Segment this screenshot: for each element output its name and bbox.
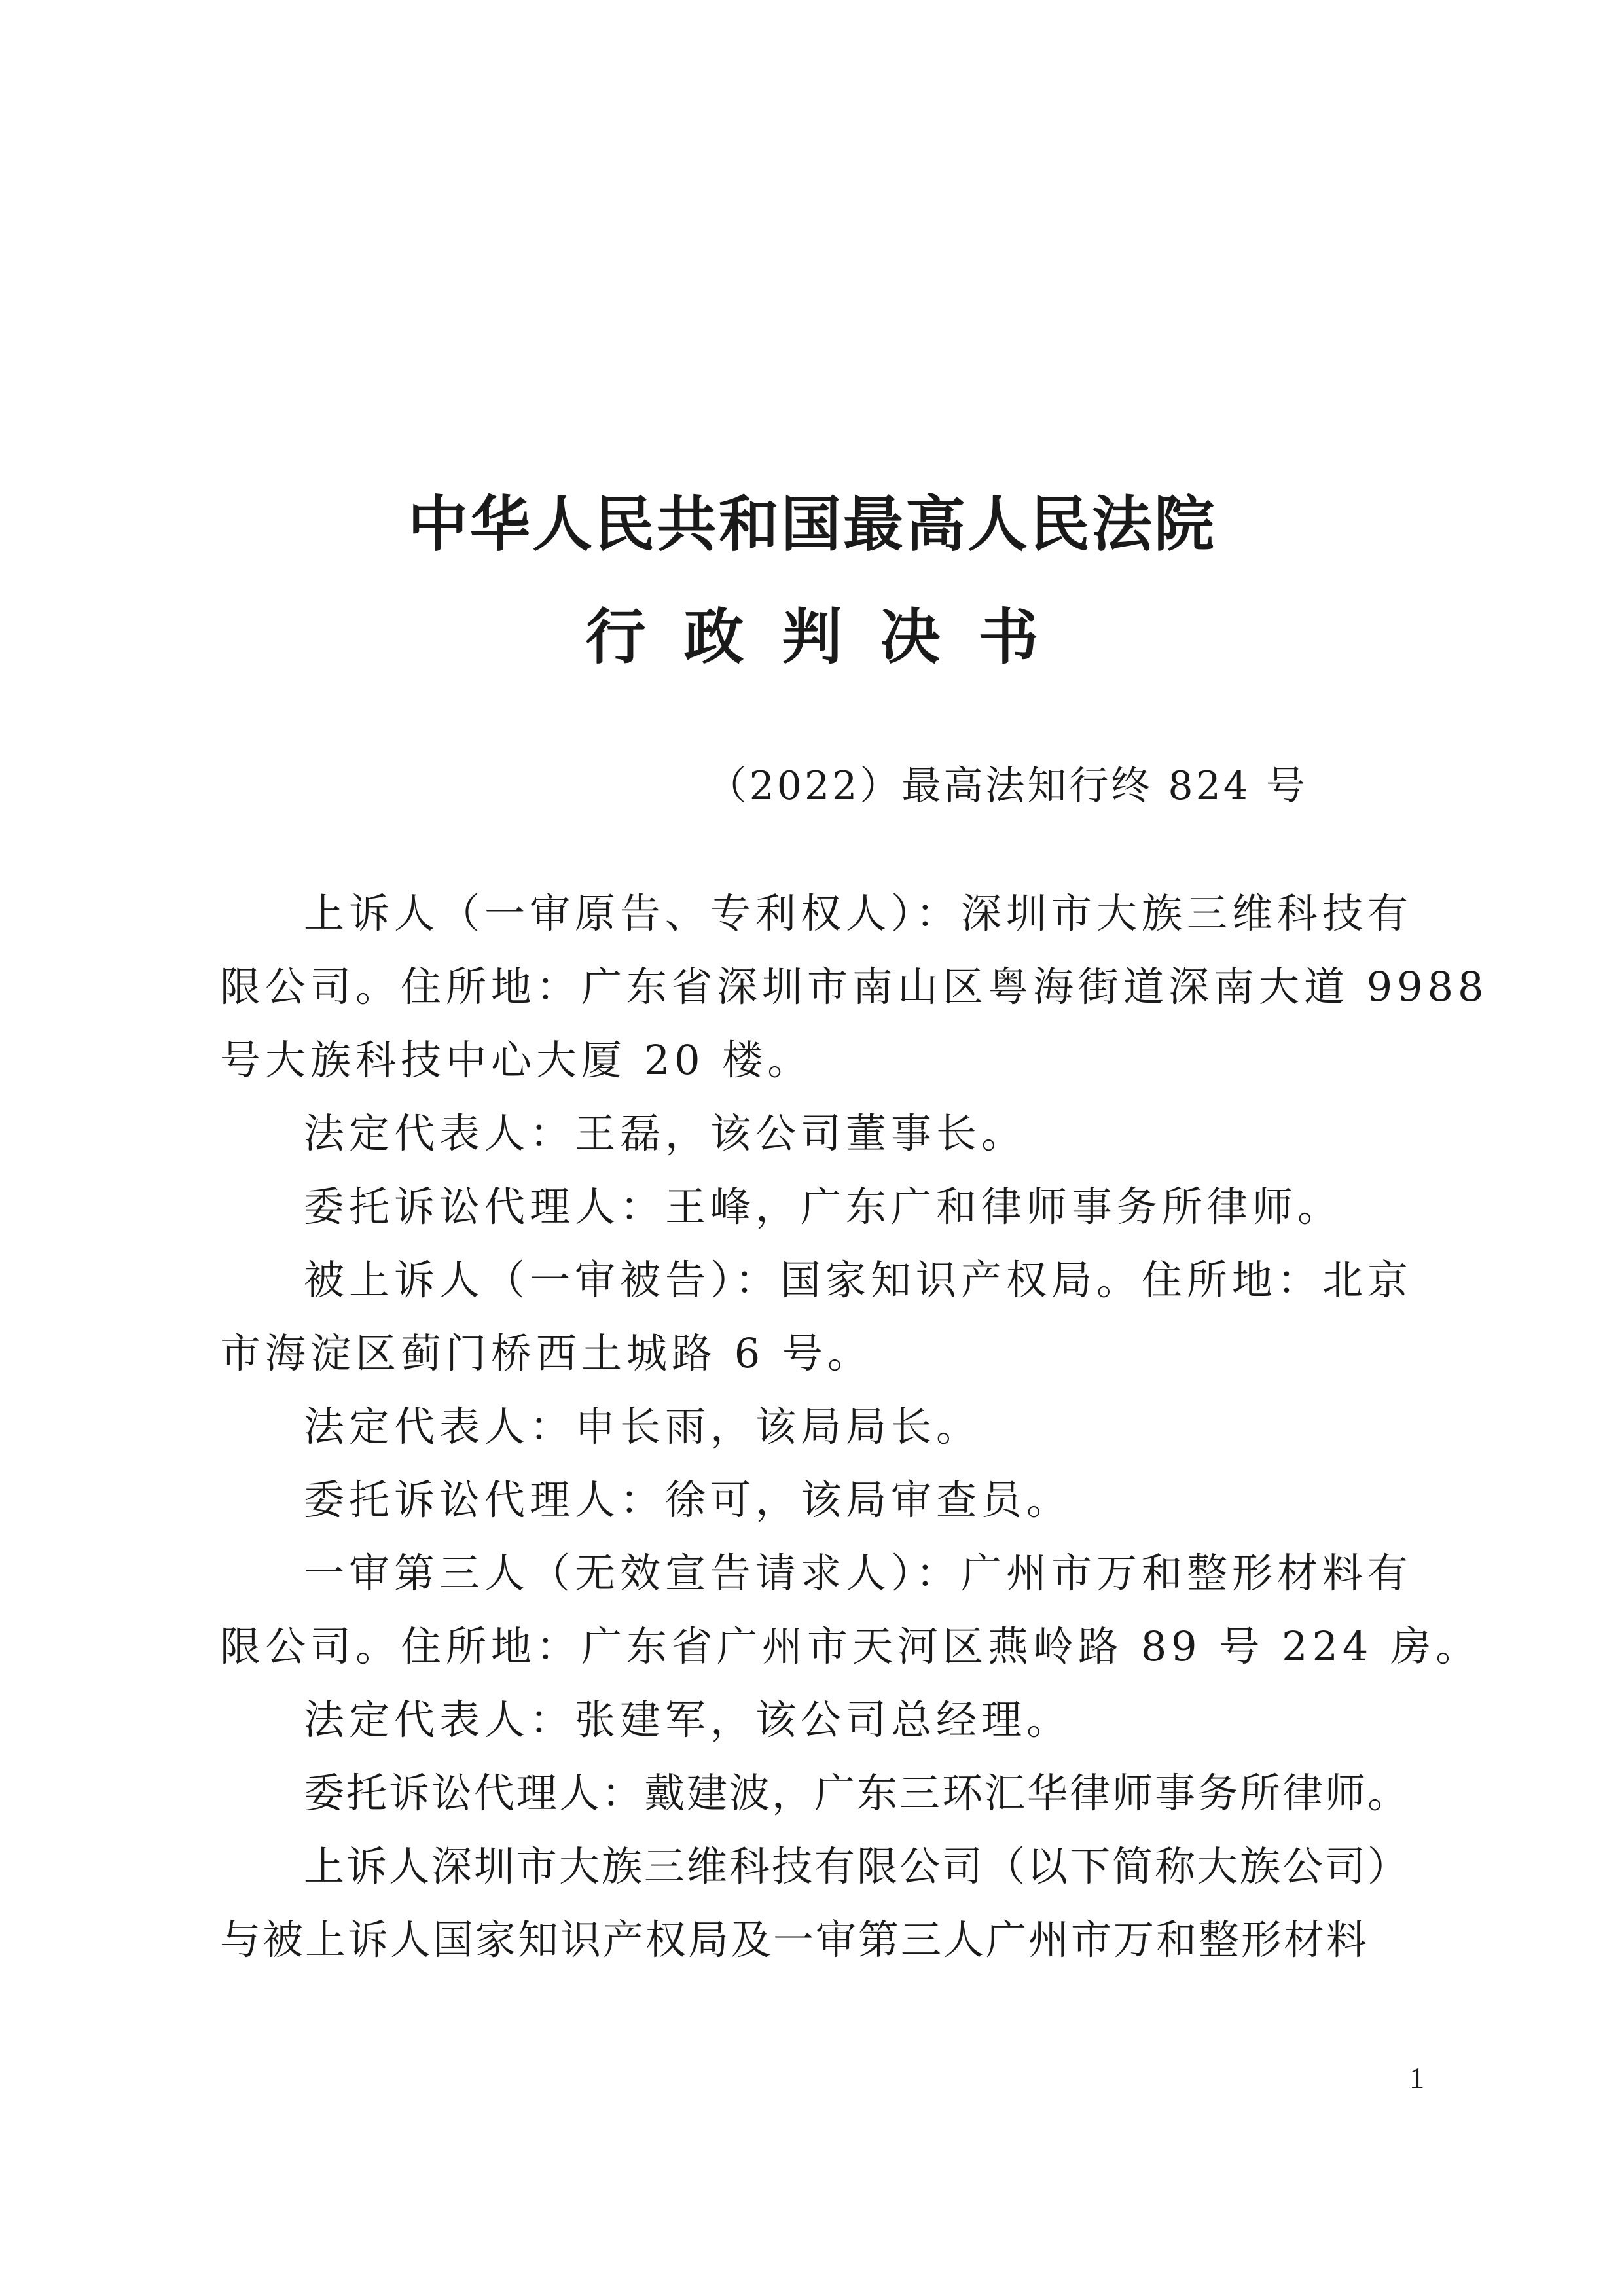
appellant-legal-rep: 法定代表人：王磊，该公司董事长。 [304,1109,1027,1157]
case-summary-line-1: 上诉人深圳市大族三维科技有限公司（以下简称大族公司） [304,1842,1411,1890]
appellant-line-3: 号大族科技中心大厦 20 楼。 [220,1036,813,1084]
document-type: 行政判决书 [585,601,1077,672]
judgment-body [220,877,1489,1977]
appellant-line-2: 限公司。住所地：广东省深圳市南山区粤海街道深南大道 9988 [220,963,1489,1011]
appellant-agent: 委托诉讼代理人：王峰，广东广和律师事务所律师。 [304,1183,1343,1230]
appellant-line-1: 上诉人（一审原告、专利权人）：深圳市大族三维科技有 [304,889,1413,937]
appellee-line-2: 市海淀区蓟门桥西土城路 6 号。 [220,1329,873,1377]
third-party-agent: 委托诉讼代理人：戴建波，广东三环汇华律师事务所律师。 [304,1769,1411,1817]
court-name: 中华人民共和国最高人民法院 [407,489,1216,560]
third-party-legal-rep: 法定代表人：张建军，该公司总经理。 [304,1696,1072,1744]
third-party-line-1: 一审第三人（无效宣告请求人）：广州市万和整形材料有 [304,1549,1413,1597]
third-party-line-2: 限公司。住所地：广东省广州市天河区燕岭路 89 号 224 房。 [220,1623,1481,1670]
page-number: 1 [1409,2061,1424,2094]
appellee-line-1: 被上诉人（一审被告）：国家知识产权局。住所地：北京 [304,1256,1413,1304]
case-summary-line-2: 与被上诉人国家知识产权局及一审第三人广州市万和整形材料 [220,1916,1369,1964]
case-number: （2022）最高法知行终 824 号 [707,763,1308,809]
appellee-agent: 委托诉讼代理人：徐可，该局审查员。 [304,1476,1072,1524]
appellee-legal-rep: 法定代表人：申长雨，该局局长。 [304,1403,982,1450]
